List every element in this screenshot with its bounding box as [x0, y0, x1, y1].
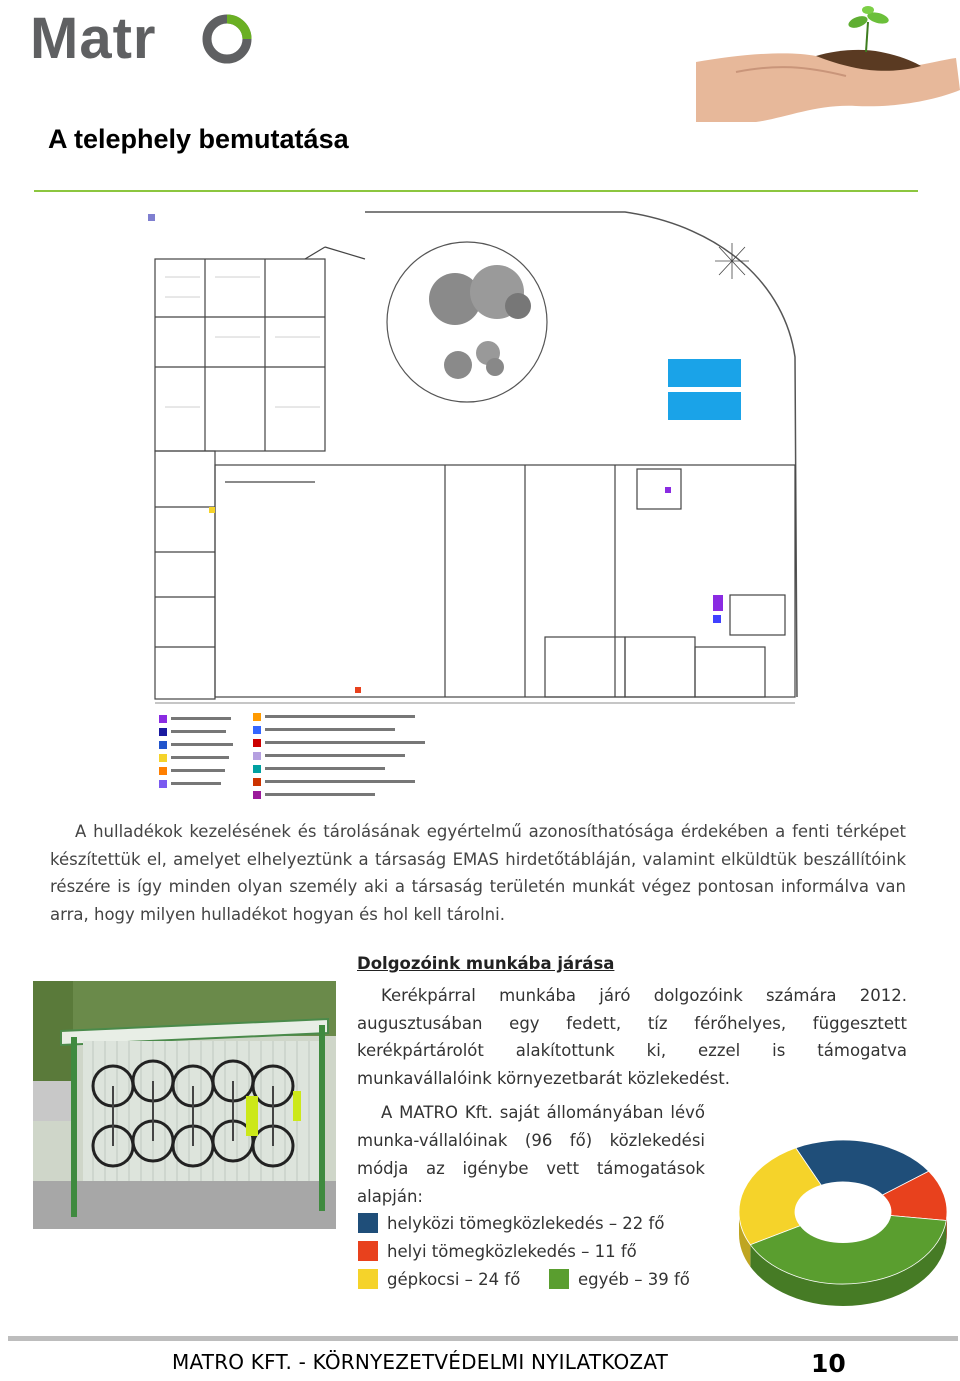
intro-paragraph [50, 818, 906, 928]
legend-swatch [358, 1241, 378, 1261]
page-title: A telephely bemutatása [48, 124, 349, 154]
legend-swatch [358, 1213, 378, 1233]
matro-logo [30, 6, 252, 72]
footer-title: MATRO KFT. - KÖRNYEZETVÉDELMI NYILATKOZAT [172, 1350, 669, 1374]
donut-hole [797, 1189, 889, 1243]
page-number: 10 [811, 1349, 846, 1378]
legend-label: egyéb – 39 fő [578, 1269, 690, 1289]
commute-paragraph-text: Kerékpárral munkába járó dolgozóink számára 2012. augusztusában egy fedett, tíz férőhelyes, függesztett kerékpártárolót alakítottunk ki, ezzel is támogatva munkavállalóink környezetbarát közlekedést. [357, 986, 907, 1088]
legend-item-intercity-transit [358, 1211, 664, 1235]
legend-swatch [358, 1269, 378, 1289]
legend-item-car [358, 1267, 520, 1291]
legend-item-local-transit [358, 1239, 637, 1263]
site-map-floor-plan [145, 207, 801, 803]
intro-text: A hulladékok kezelésének és tárolásának egyértelmű azonosíthatósága érdekében a fenti térképet készítettük el, amelyet elhelyeztünk a társaság EMAS hirdetőtábláján, valamint elküldtük beszállítóink részére is így minden olyan személy aki a társaság területén munkát végez pontosan informálva van arra, hogy milyen hulladékot hogyan és hol kell tárolni. [50, 822, 906, 924]
bike-shelter-photo [33, 981, 336, 1229]
legend-item-other [549, 1267, 690, 1291]
commute-donut-chart [733, 1134, 953, 1312]
footer-divider [8, 1336, 958, 1341]
commute-paragraph [357, 982, 907, 1092]
logo-text: Matr [30, 6, 157, 71]
commute-stats-intro-text: A MATRO Kft. saját állományában lévő munka-vállalóinak (96 fő) közlekedési módja az igénybe vett támogatások alapján: [357, 1103, 705, 1206]
commute-stats-intro [357, 1099, 705, 1211]
legend-label: helyközi tömegközlekedés – 22 fő [387, 1213, 665, 1233]
commute-heading: Dolgozóink munkába járása [357, 954, 615, 973]
legend-swatch [549, 1269, 569, 1289]
legend-label: helyi tömegközlekedés – 11 fő [387, 1241, 637, 1261]
logo-ring-icon [202, 14, 252, 64]
title-divider [34, 190, 918, 192]
legend-label: gépkocsi – 24 fő [387, 1269, 521, 1289]
hand-with-seedling-image [696, 0, 960, 122]
